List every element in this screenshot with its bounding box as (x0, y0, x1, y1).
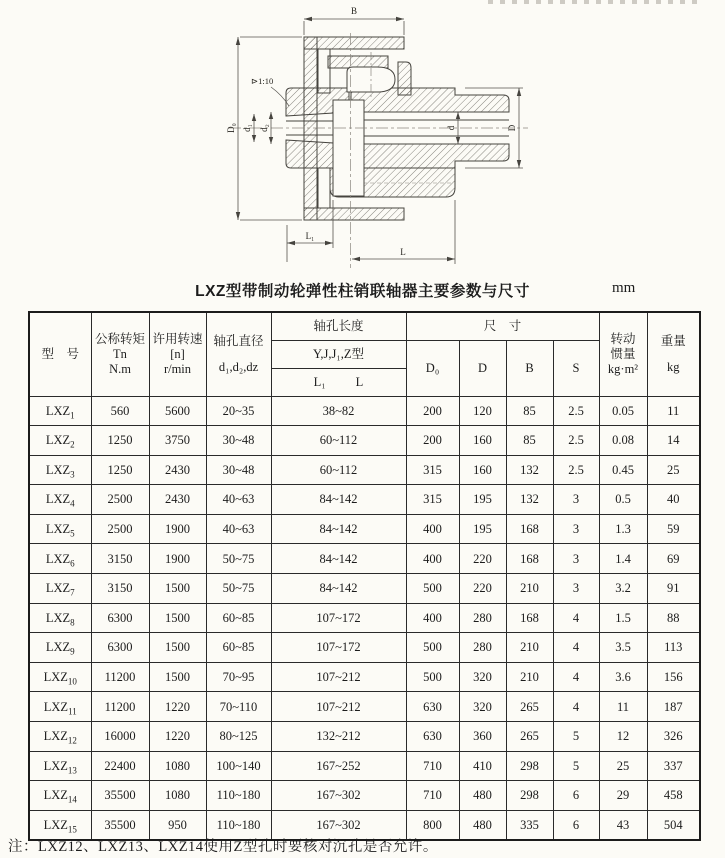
cell-d0: 200 (406, 426, 459, 456)
cell-inertia: 3.5 (599, 633, 647, 663)
cell-d0: 400 (406, 544, 459, 574)
header-line: 转动 (610, 331, 636, 346)
cell-d0: 800 (406, 810, 459, 840)
cell-speed: 3750 (149, 426, 206, 456)
cell-d: 280 (459, 603, 506, 633)
cell-d0: 400 (406, 514, 459, 544)
cell-torque: 3150 (91, 544, 149, 574)
cell-d: 480 (459, 810, 506, 840)
cell-s: 6 (553, 810, 599, 840)
cell-bore-diameter: 80~125 (206, 722, 271, 752)
cell-s: 4 (553, 662, 599, 692)
table-row (29, 455, 700, 485)
cell-weight: 40 (647, 485, 700, 515)
cell-bore-diameter: 40~63 (206, 514, 271, 544)
cell-inertia: 0.05 (599, 396, 647, 426)
cell-weight: 14 (647, 426, 700, 456)
cell-inertia: 1.3 (599, 514, 647, 544)
cell-torque: 22400 (91, 751, 149, 781)
cell-torque: 560 (91, 396, 149, 426)
cell-model: $LXZ_3$ (29, 455, 91, 485)
table-row (29, 544, 700, 574)
cell-speed: 2430 (149, 455, 206, 485)
col-header-inertia (599, 312, 647, 396)
header-line: 重量 (660, 333, 686, 348)
cell-b: 132 (506, 485, 553, 515)
header-line: N.m (109, 361, 131, 376)
drum-web-bottom (318, 168, 330, 208)
col-header-D0: D₀ (406, 340, 459, 396)
cell-inertia: 25 (599, 751, 647, 781)
cell-b: 265 (506, 692, 553, 722)
cell-d0: 630 (406, 722, 459, 752)
col-header-S: S (553, 340, 599, 396)
table-row (29, 485, 700, 515)
cell-bore-diameter: 50~75 (206, 544, 271, 574)
cell-inertia: 1.4 (599, 544, 647, 574)
table-row (29, 396, 700, 426)
header-line: kg·m² (607, 362, 639, 377)
cell-weight: 113 (647, 633, 700, 663)
table-row (29, 662, 700, 692)
table-row (29, 722, 700, 752)
footnote: 注：LXZ12、LXZ13、LXZ14使用Z型孔时要核对沉孔是否允许。 (8, 839, 438, 855)
cell-weight: 458 (647, 781, 700, 811)
cell-s: 3 (553, 574, 599, 604)
cell-torque: 16000 (91, 722, 149, 752)
spec-table-body (29, 396, 700, 840)
cell-b: 298 (506, 781, 553, 811)
cell-torque: 11200 (91, 662, 149, 692)
cell-d0: 200 (406, 396, 459, 426)
cell-weight: 25 (647, 455, 700, 485)
cell-speed: 1220 (149, 722, 206, 752)
cell-bore-diameter: 70~95 (206, 662, 271, 692)
cell-bore-length: 84~142 (271, 544, 406, 574)
header-line: r/min (163, 362, 192, 377)
cell-speed: 1080 (149, 751, 206, 781)
cell-torque: 35500 (91, 810, 149, 840)
cell-torque: 11200 (91, 692, 149, 722)
cell-d: 410 (459, 751, 506, 781)
cell-torque: 2500 (91, 485, 149, 515)
cell-bore-diameter: 50~75 (206, 574, 271, 604)
cell-bore-length: 107~172 (271, 633, 406, 663)
cell-model: $LXZ_2$ (29, 426, 91, 456)
col-header-model: 型 号 (29, 312, 91, 396)
cell-d0: 710 (406, 781, 459, 811)
cell-inertia: 0.45 (599, 455, 647, 485)
cell-b: 210 (506, 633, 553, 663)
dim-label-D: D (507, 124, 517, 132)
unit-label: mm (612, 280, 636, 296)
spec-table-header (29, 312, 700, 396)
col-header-speed (149, 312, 206, 396)
cell-model: $LXZ_{14}$ (29, 781, 91, 811)
cell-bore-diameter: 70~110 (206, 692, 271, 722)
cell-b: 265 (506, 722, 553, 752)
cell-s: 5 (553, 751, 599, 781)
cell-torque: 6300 (91, 603, 149, 633)
cell-b: 168 (506, 544, 553, 574)
cell-inertia: 43 (599, 810, 647, 840)
cell-s: 2.5 (553, 455, 599, 485)
col-header-bore-diameter (206, 312, 271, 396)
cell-speed: 1900 (149, 544, 206, 574)
cell-s: 4 (553, 633, 599, 663)
cell-weight: 91 (647, 574, 700, 604)
cell-inertia: 3.6 (599, 662, 647, 692)
cell-inertia: 3.2 (599, 574, 647, 604)
dim-label-D0: D₀ (226, 123, 236, 133)
cell-model: $LXZ_{13}$ (29, 751, 91, 781)
cell-bore-diameter: 110~180 (206, 810, 271, 840)
brake-drum-wall (304, 37, 317, 220)
cell-b: 210 (506, 574, 553, 604)
cell-bore-length: 132~212 (271, 722, 406, 752)
cell-d0: 710 (406, 751, 459, 781)
col-header-L1-L (271, 368, 406, 396)
cell-model: $LXZ_4$ (29, 485, 91, 515)
header-line: 许用转速 (152, 331, 203, 346)
col-header-weight (647, 312, 700, 396)
cell-d: 160 (459, 426, 506, 456)
cell-d: 280 (459, 633, 506, 663)
cell-speed: 2430 (149, 485, 206, 515)
cell-model: $LXZ_{10}$ (29, 662, 91, 692)
cell-speed: 5600 (149, 396, 206, 426)
cell-inertia: 1.5 (599, 603, 647, 633)
pin-spacer-column (333, 100, 364, 196)
cell-bore-length: 84~142 (271, 574, 406, 604)
cell-bore-diameter: 60~85 (206, 633, 271, 663)
col-header-B: B (506, 340, 553, 396)
cell-s: 5 (553, 722, 599, 752)
pin-retainer-plate (328, 56, 388, 68)
cell-torque: 1250 (91, 455, 149, 485)
cell-s: 6 (553, 781, 599, 811)
table-row (29, 574, 700, 604)
table-row (29, 781, 700, 811)
cell-s: 3 (553, 544, 599, 574)
cell-d0: 400 (406, 603, 459, 633)
cell-s: 2.5 (553, 396, 599, 426)
header-line: 惯量 (610, 347, 636, 362)
table-row (29, 633, 700, 663)
cell-d0: 315 (406, 455, 459, 485)
cell-d: 195 (459, 514, 506, 544)
cell-inertia: 11 (599, 692, 647, 722)
table-row (29, 751, 700, 781)
brake-drum-bottom (304, 208, 404, 220)
cell-weight: 187 (647, 692, 700, 722)
cell-model: $LXZ_8$ (29, 603, 91, 633)
cell-b: 210 (506, 662, 553, 692)
dim-label-d2: d₂ (259, 124, 269, 132)
dim-label-B: B (350, 6, 358, 16)
cell-d: 160 (459, 455, 506, 485)
cell-d0: 500 (406, 574, 459, 604)
cell-inertia: 0.5 (599, 485, 647, 515)
header-line: kg (667, 360, 680, 375)
header-line: d₁,d₂,dz (218, 360, 259, 375)
table-row (29, 603, 700, 633)
dim-label-d: d (446, 125, 456, 131)
table-row (29, 514, 700, 544)
dim-label-L: L (400, 247, 406, 257)
coupling-cross-section-drawing (225, 0, 535, 276)
cell-d: 320 (459, 662, 506, 692)
table-row (29, 426, 700, 456)
cell-bore-diameter: 40~63 (206, 485, 271, 515)
cell-s: 3 (553, 485, 599, 515)
cell-weight: 88 (647, 603, 700, 633)
cell-d: 220 (459, 574, 506, 604)
cell-d: 320 (459, 692, 506, 722)
cell-model: $LXZ_7$ (29, 574, 91, 604)
col-header-dimensions: 尺 寸 (406, 312, 599, 340)
cell-torque: 6300 (91, 633, 149, 663)
cell-weight: 69 (647, 544, 700, 574)
cell-speed: 1900 (149, 514, 206, 544)
cell-model: $LXZ_1$ (29, 396, 91, 426)
cell-d0: 500 (406, 633, 459, 663)
header-L: L (355, 374, 364, 389)
cell-d: 195 (459, 485, 506, 515)
cell-inertia: 29 (599, 781, 647, 811)
cell-b: 168 (506, 514, 553, 544)
cell-bore-length: 84~142 (271, 514, 406, 544)
cell-bore-length: 167~302 (271, 781, 406, 811)
cell-torque: 35500 (91, 781, 149, 811)
pin-bush (398, 62, 411, 95)
cell-speed: 1080 (149, 781, 206, 811)
header-line: 公称转矩Tn (94, 332, 145, 361)
cell-b: 85 (506, 396, 553, 426)
cell-d0: 630 (406, 692, 459, 722)
cell-inertia: 12 (599, 722, 647, 752)
cell-model: $LXZ_{12}$ (29, 722, 91, 752)
cell-model: $LXZ_{11}$ (29, 692, 91, 722)
cell-model: $LXZ_5$ (29, 514, 91, 544)
brake-drum-top (304, 37, 404, 49)
page-title: LXZ型带制动轮弹性柱销联轴器主要参数与尺寸 (195, 283, 530, 300)
cell-b: 132 (506, 455, 553, 485)
cell-speed: 1500 (149, 662, 206, 692)
cell-model: $LXZ_6$ (29, 544, 91, 574)
cell-weight: 11 (647, 396, 700, 426)
cell-weight: 504 (647, 810, 700, 840)
header-L1: L₁ (313, 374, 326, 389)
cell-d: 120 (459, 396, 506, 426)
cell-bore-length: 84~142 (271, 485, 406, 515)
cell-d0: 500 (406, 662, 459, 692)
cell-b: 335 (506, 810, 553, 840)
cell-bore-diameter: 30~48 (206, 426, 271, 456)
spec-table (28, 311, 701, 841)
table-row (29, 692, 700, 722)
cell-b: 298 (506, 751, 553, 781)
cell-speed: 1220 (149, 692, 206, 722)
cell-speed: 1500 (149, 633, 206, 663)
col-header-torque (91, 312, 149, 396)
cell-bore-diameter: 30~48 (206, 455, 271, 485)
cell-torque: 1250 (91, 426, 149, 456)
cell-s: 4 (553, 603, 599, 633)
cell-d: 480 (459, 781, 506, 811)
cell-s: 3 (553, 514, 599, 544)
cell-d: 360 (459, 722, 506, 752)
cell-b: 168 (506, 603, 553, 633)
cell-model: $LXZ_9$ (29, 633, 91, 663)
cell-bore-length: 107~172 (271, 603, 406, 633)
cell-bore-diameter: 20~35 (206, 396, 271, 426)
cell-bore-length: 60~112 (271, 455, 406, 485)
cell-bore-length: 167~252 (271, 751, 406, 781)
cell-d0: 315 (406, 485, 459, 515)
cell-torque: 2500 (91, 514, 149, 544)
cell-speed: 1500 (149, 603, 206, 633)
cell-inertia: 0.08 (599, 426, 647, 456)
taper-label: ⊳1:10 (251, 76, 274, 86)
cell-bore-length: 60~112 (271, 426, 406, 456)
cell-weight: 156 (647, 662, 700, 692)
cell-b: 85 (506, 426, 553, 456)
cell-speed: 950 (149, 810, 206, 840)
cell-torque: 3150 (91, 574, 149, 604)
cell-s: 2.5 (553, 426, 599, 456)
header-line: 轴孔直径 (213, 333, 264, 348)
cell-bore-length: 107~212 (271, 662, 406, 692)
right-hub-lower (351, 144, 509, 168)
cell-bore-length: 167~302 (271, 810, 406, 840)
header-line: [n] (170, 347, 185, 362)
cell-weight: 337 (647, 751, 700, 781)
cell-d: 220 (459, 544, 506, 574)
cell-model: $LXZ_{15}$ (29, 810, 91, 840)
cell-weight: 59 (647, 514, 700, 544)
col-header-bore-length-types: Y,J,J₁,Z型 (271, 340, 406, 368)
cell-bore-length: 107~212 (271, 692, 406, 722)
cell-bore-diameter: 110~180 (206, 781, 271, 811)
cell-bore-diameter: 60~85 (206, 603, 271, 633)
dim-label-L1: L₁ (305, 231, 315, 241)
dim-label-d1: d₁ (242, 124, 252, 132)
cell-s: 4 (553, 692, 599, 722)
cell-speed: 1500 (149, 574, 206, 604)
col-header-D: D (459, 340, 506, 396)
cell-bore-length: 38~82 (271, 396, 406, 426)
cell-bore-diameter: 100~140 (206, 751, 271, 781)
col-header-bore-length: 轴孔长度 (271, 312, 406, 340)
cell-weight: 326 (647, 722, 700, 752)
title-row (0, 279, 725, 299)
